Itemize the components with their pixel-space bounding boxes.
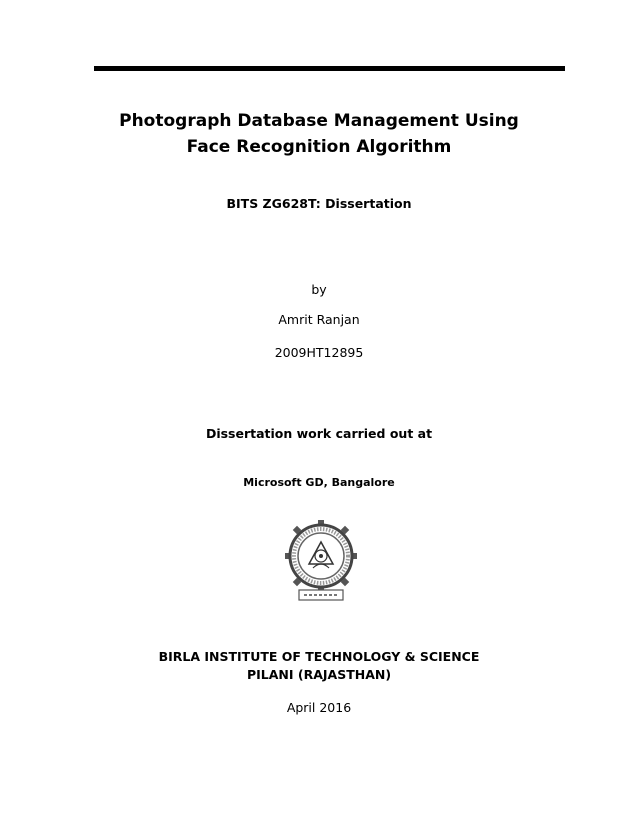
- course-code: BITS ZG628T: Dissertation: [226, 196, 412, 211]
- submission-date: April 2016: [286, 700, 352, 715]
- institute-name-line-1: BIRLA INSTITUTE OF TECHNOLOGY & SCIENCE: [158, 649, 480, 664]
- title-line-2: Face Recognition Algorithm: [186, 137, 452, 157]
- bits-pilani-emblem-icon: [285, 520, 357, 604]
- top-rule: [94, 66, 565, 71]
- organization-name: Microsoft GD, Bangalore: [243, 476, 395, 489]
- institute-name-line-2: PILANI (RAJASTHAN): [246, 667, 392, 682]
- roll-number: 2009HT12895: [274, 345, 364, 360]
- title-line-1: Photograph Database Management Using: [119, 111, 519, 131]
- document-title: [0, 108, 638, 160]
- author-name: Amrit Ranjan: [278, 312, 360, 327]
- by-label: by: [311, 282, 327, 297]
- carried-out-label: Dissertation work carried out at: [205, 426, 433, 441]
